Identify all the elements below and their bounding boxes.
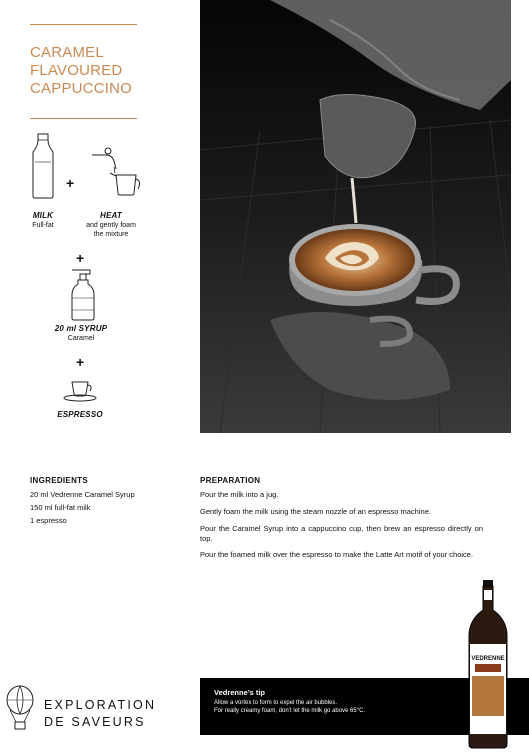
step-heat-sub-2: the mixture bbox=[93, 231, 129, 238]
title-rule-top bbox=[30, 24, 137, 25]
ingredient-item: 20 ml Vedrenne Caramel Syrup bbox=[30, 490, 135, 499]
tip-line: Allow a vortex to form to expel the air bubbles. bbox=[214, 700, 338, 706]
title-line: CAPPUCCINO bbox=[30, 80, 133, 97]
preparation-heading: PREPARATION bbox=[200, 476, 261, 485]
recipe-title bbox=[30, 44, 180, 98]
syrup-pump-bottle-icon bbox=[66, 266, 106, 322]
preparation-step: Gently foam the milk using the steam nozzle of an espresso machine. bbox=[200, 507, 431, 516]
bottle-label-text: VEDRENNE bbox=[471, 656, 505, 662]
ingredient-item: 1 espresso bbox=[30, 516, 67, 525]
tip-line: For really creamy foam, don’t let the milk go above 65°C. bbox=[214, 708, 366, 714]
hot-air-balloon-icon bbox=[4, 685, 36, 731]
plus-sign: + bbox=[76, 250, 85, 266]
title-line: FLAVOURED bbox=[30, 62, 123, 79]
steam-jug-icon bbox=[88, 145, 144, 201]
title-line: CARAMEL bbox=[30, 44, 104, 61]
milk-bottle-icon bbox=[30, 132, 56, 200]
plus-sign: + bbox=[76, 354, 85, 370]
title-rule-bottom bbox=[30, 118, 137, 119]
step-espresso-label: ESPRESSO bbox=[57, 410, 103, 419]
step-syrup-label: 20 ml SYRUP bbox=[54, 324, 108, 333]
latte-art-photo bbox=[200, 0, 511, 433]
step-heat-sub-1: and gently foam bbox=[86, 222, 136, 229]
photo-illustration bbox=[200, 0, 511, 433]
tip-title: Vedrenne’s tip bbox=[214, 688, 265, 697]
step-syrup-sub: Caramel bbox=[67, 335, 95, 342]
plus-sign: + bbox=[66, 175, 75, 191]
step-milk-label: MILK bbox=[32, 211, 54, 220]
preparation-step: Pour the foamed milk over the espresso to make the Latte Art motif of your choice. bbox=[200, 550, 474, 559]
brand-name-line2: DE SAVEURS bbox=[44, 715, 146, 729]
preparation-step: Pour the milk into a jug. bbox=[200, 490, 279, 499]
step-heat-label: HEAT bbox=[100, 211, 122, 220]
brand-name-line1: EXPLORATION bbox=[44, 698, 157, 712]
syrup-bottle-image bbox=[465, 580, 511, 750]
step-milk-sub: Full-fat bbox=[32, 222, 54, 229]
espresso-cup-icon bbox=[62, 376, 100, 404]
ingredients-heading: INGREDIENTS bbox=[30, 476, 88, 485]
ingredient-item: 150 ml full-fat milk bbox=[30, 503, 91, 512]
preparation-step: Pour the Caramel Syrup into a cappuccino cup, then brew an espresso directly on top. bbox=[200, 524, 483, 543]
